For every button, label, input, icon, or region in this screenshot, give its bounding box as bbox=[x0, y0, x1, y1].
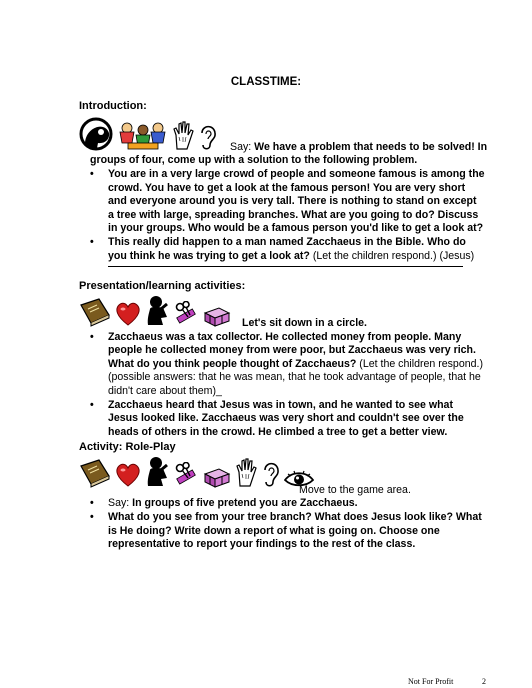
presentation-lead: Let's sit down in a circle. bbox=[242, 317, 367, 329]
heart-icon bbox=[114, 462, 142, 493]
activity-heading: Activity: Role-Play bbox=[79, 441, 176, 453]
introduction-list bbox=[90, 154, 485, 264]
ear-icon bbox=[261, 460, 281, 493]
introduction-lead bbox=[230, 141, 487, 154]
introduction-lead-text: We have a problem that needs to be solved! In bbox=[254, 141, 488, 153]
list-item: • This really did happen to a man named Zacchaeus in the Bible. Who do you think he was trying to get a look at? (Let the children respond.) (Jesus) bbox=[90, 236, 475, 262]
presentation-list bbox=[90, 331, 485, 440]
praying-child-icon bbox=[145, 456, 171, 493]
activity-list bbox=[90, 497, 485, 553]
list-item: • You are in a very large crowd of people and someone famous is among the crowd. You have to get a look at the famous person! You are very short and everyone around you is very tall. There is nothing to stand on except a tree with large, spreading branches. What are you going to do? Discuss in your groups. Who would be a famous person you'd like to get a look at? bbox=[90, 168, 485, 235]
footer-note: Not For Profit bbox=[408, 677, 454, 686]
activity-icon-row bbox=[79, 456, 317, 493]
ear-icon bbox=[198, 123, 218, 156]
gift-box-icon bbox=[203, 466, 231, 493]
say-label: Say: bbox=[230, 141, 252, 153]
head-silhouette-icon bbox=[79, 117, 115, 156]
list-item: • What do you see from your tree branch? What does Jesus look like? What is He doing? Write down a report of what is going on. Choose one representative to report your findings to the rest of the class. bbox=[90, 511, 482, 551]
hand-icon bbox=[234, 458, 258, 493]
page-number: 2 bbox=[482, 677, 486, 686]
hand-icon bbox=[171, 121, 195, 156]
gift-box-icon bbox=[203, 305, 231, 332]
presentation-heading: Presentation/learning activities: bbox=[79, 280, 246, 292]
list-item: • Zacchaeus was a tax collector. He collected money from people. Many people he collected money from were poor, but Zacchaeus was very rich. What do you think people thought of Zacchaeus? (Let the children respond.) (possible answers: that he was mean, that he took advantage of people, that he didn't care about them)_ bbox=[90, 331, 483, 397]
bible-book-icon bbox=[79, 295, 111, 332]
presentation-icon-row bbox=[79, 295, 234, 332]
heart-icon bbox=[114, 301, 142, 332]
scissors-glue-icon bbox=[174, 301, 200, 332]
praying-child-icon bbox=[145, 295, 171, 332]
bible-book-icon bbox=[79, 456, 111, 493]
group-of-children-icon bbox=[118, 121, 168, 156]
activity-lead: Move to the game area. bbox=[299, 484, 411, 496]
page-title: CLASSTIME: bbox=[230, 76, 302, 88]
list-item: • Zacchaeus heard that Jesus was in town, and he wanted to see what Jesus looked like. Zacchaeus was very short and couldn't see over the heads of others in the crowd. He climbed a tree to get a better view. bbox=[90, 399, 464, 438]
introduction-icon-row bbox=[79, 117, 221, 156]
introduction-heading: Introduction: bbox=[79, 100, 147, 112]
section-divider bbox=[108, 266, 463, 267]
list-item: • Say: In groups of five pretend you are Zacchaeus. bbox=[90, 497, 358, 509]
scissors-glue-icon bbox=[174, 462, 200, 493]
list-item: groups of four, come up with a solution to the following problem. bbox=[90, 154, 418, 166]
